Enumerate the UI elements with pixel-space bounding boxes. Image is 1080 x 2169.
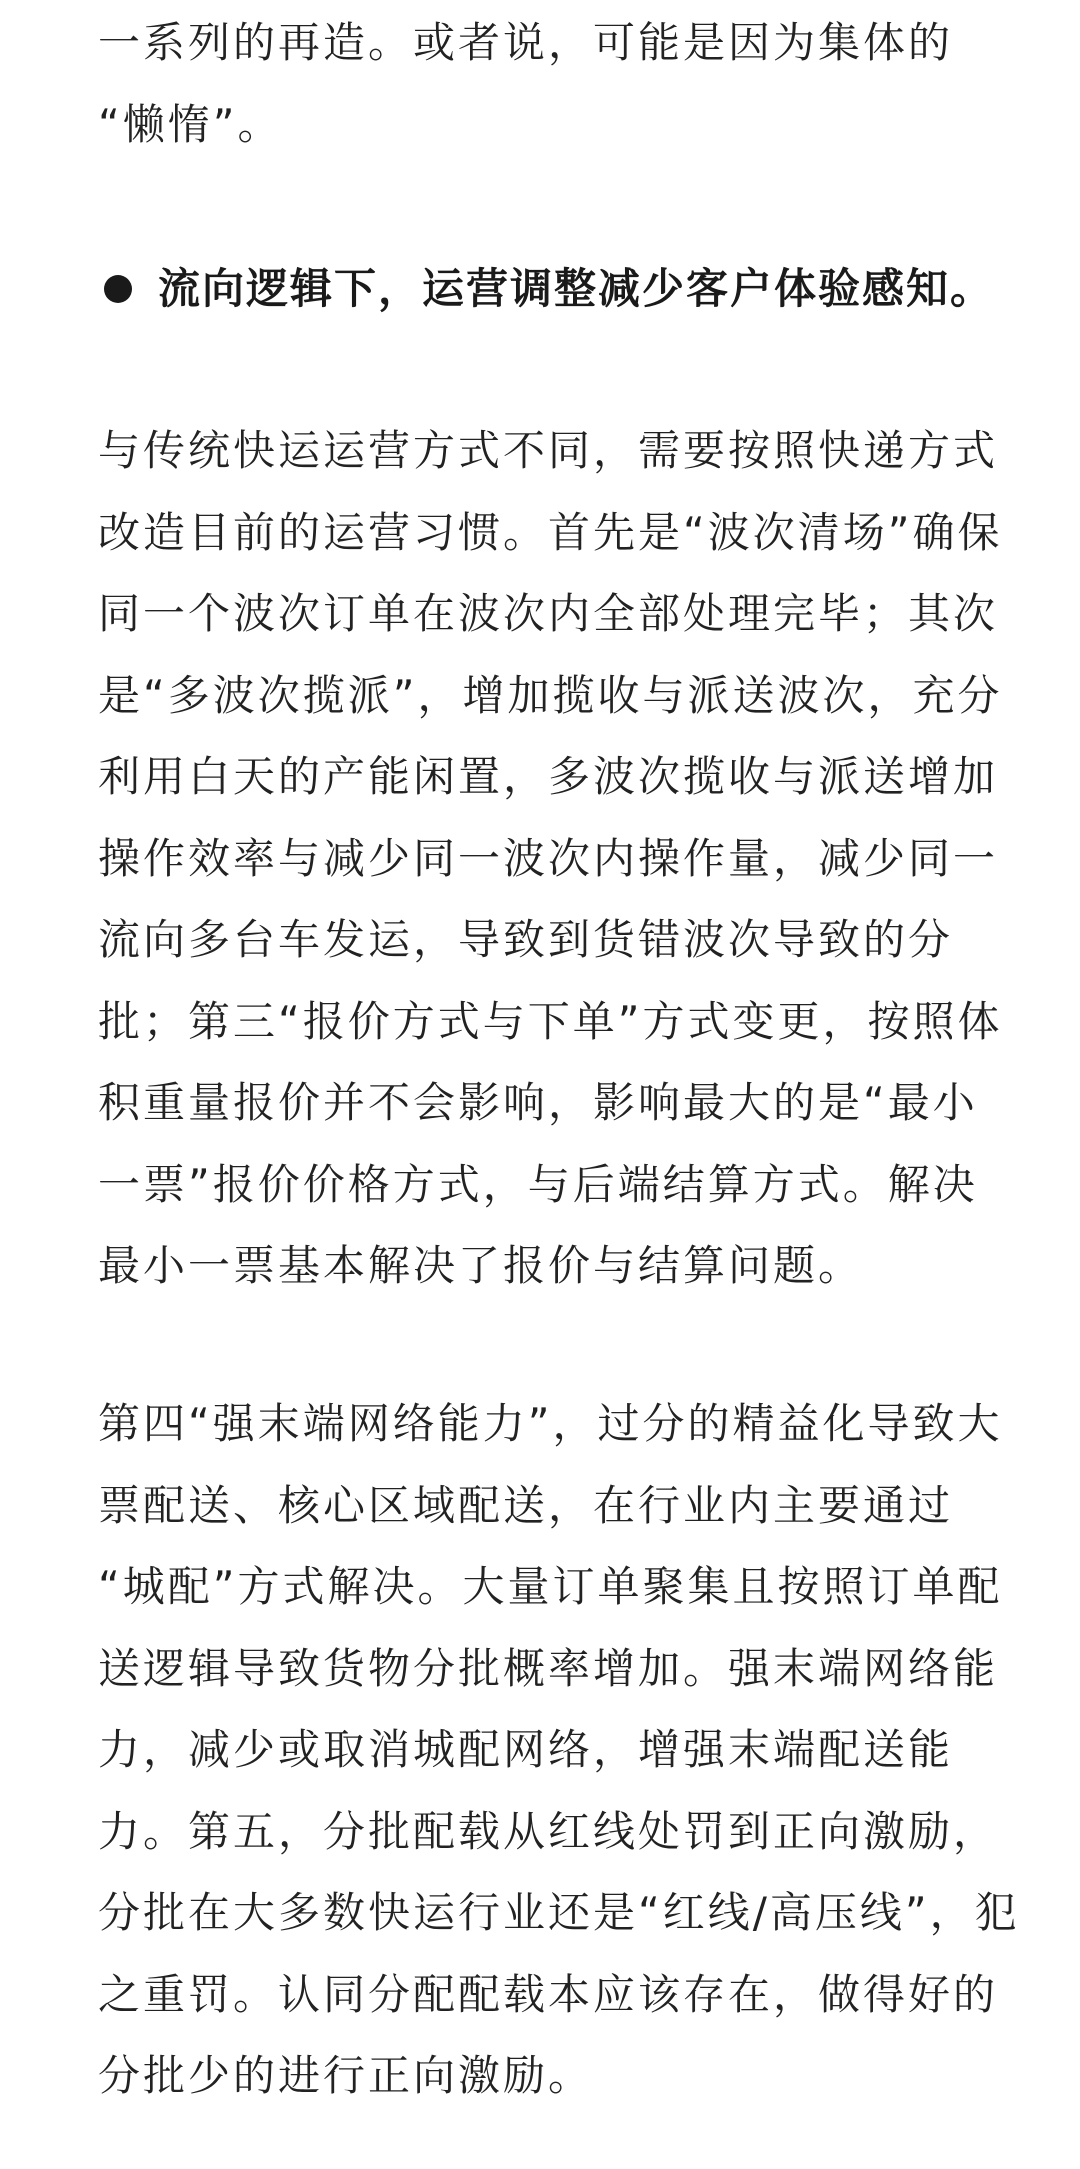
intro-paragraph bbox=[98, 2, 982, 165]
paragraph-line: 分批在大多数快运行业还是“红线/高压线”，犯 bbox=[98, 1888, 1020, 1937]
paragraph-line: 分批少的进行正向激励。 bbox=[98, 2051, 594, 2100]
paragraph-terminal-network bbox=[98, 1383, 1020, 2117]
paragraph-line: 与传统快运运营方式不同，需要按照快递方式 bbox=[98, 426, 999, 475]
section-heading bbox=[98, 248, 995, 329]
paragraph-line: 改造目前的运营习惯。首先是“波次清场”确保 bbox=[98, 507, 1003, 557]
paragraph-line: 操作效率与减少同一波次内操作量，减少同一 bbox=[98, 833, 999, 883]
paragraph-operations bbox=[98, 410, 1003, 1307]
paragraph-line: 力，减少或取消城配网络，增强末端配送能 bbox=[98, 1725, 954, 1774]
paragraph-line: 之重罚。认同分配配载本应该存在，做得好的 bbox=[98, 1969, 999, 2019]
paragraph-line: 批；第三“报价方式与下单”方式变更，按照体 bbox=[98, 996, 1003, 1046]
paragraph-line: 积重量报价并不会影响，影响最大的是“最小 bbox=[98, 1078, 978, 1127]
paragraph-line: 流向多台车发运，导致到货错波次导致的分 bbox=[98, 915, 954, 964]
section-heading-text: 流向逻辑下，运营调整减少客户体验感知。 bbox=[158, 264, 995, 313]
paragraph-line: 送逻辑导致货物分批概率增加。强末端网络能 bbox=[98, 1643, 999, 1693]
bullet-dot-icon bbox=[104, 275, 132, 303]
paragraph-line: “懒惰”。 bbox=[98, 99, 283, 149]
paragraph-line: 力。第五，分批配载从红线处罚到正向激励， bbox=[98, 1806, 999, 1856]
paragraph-line: “城配”方式解决。大量订单聚集且按照订单配 bbox=[98, 1562, 1003, 1611]
paragraph-line: 票配送、核心区域配送，在行业内主要通过 bbox=[98, 1480, 954, 1530]
paragraph-line: 同一个波次订单在波次内全部处理完毕；其次 bbox=[98, 589, 999, 638]
paragraph-line: 第四“强末端网络能力”，过分的精益化导致大 bbox=[98, 1399, 1003, 1448]
paragraph-line: 最小一票基本解决了报价与结算问题。 bbox=[98, 1241, 864, 1290]
paragraph-line: 一票”报价价格方式，与后端结算方式。解决 bbox=[98, 1159, 978, 1209]
paragraph-line: 是“多波次揽派”，增加揽收与派送波次，充分 bbox=[98, 670, 1003, 720]
paragraph-line: 一系列的再造。或者说，可能是因为集体的 bbox=[98, 18, 954, 67]
paragraph-line: 利用白天的产能闲置，多波次揽收与派送增加 bbox=[98, 752, 999, 801]
